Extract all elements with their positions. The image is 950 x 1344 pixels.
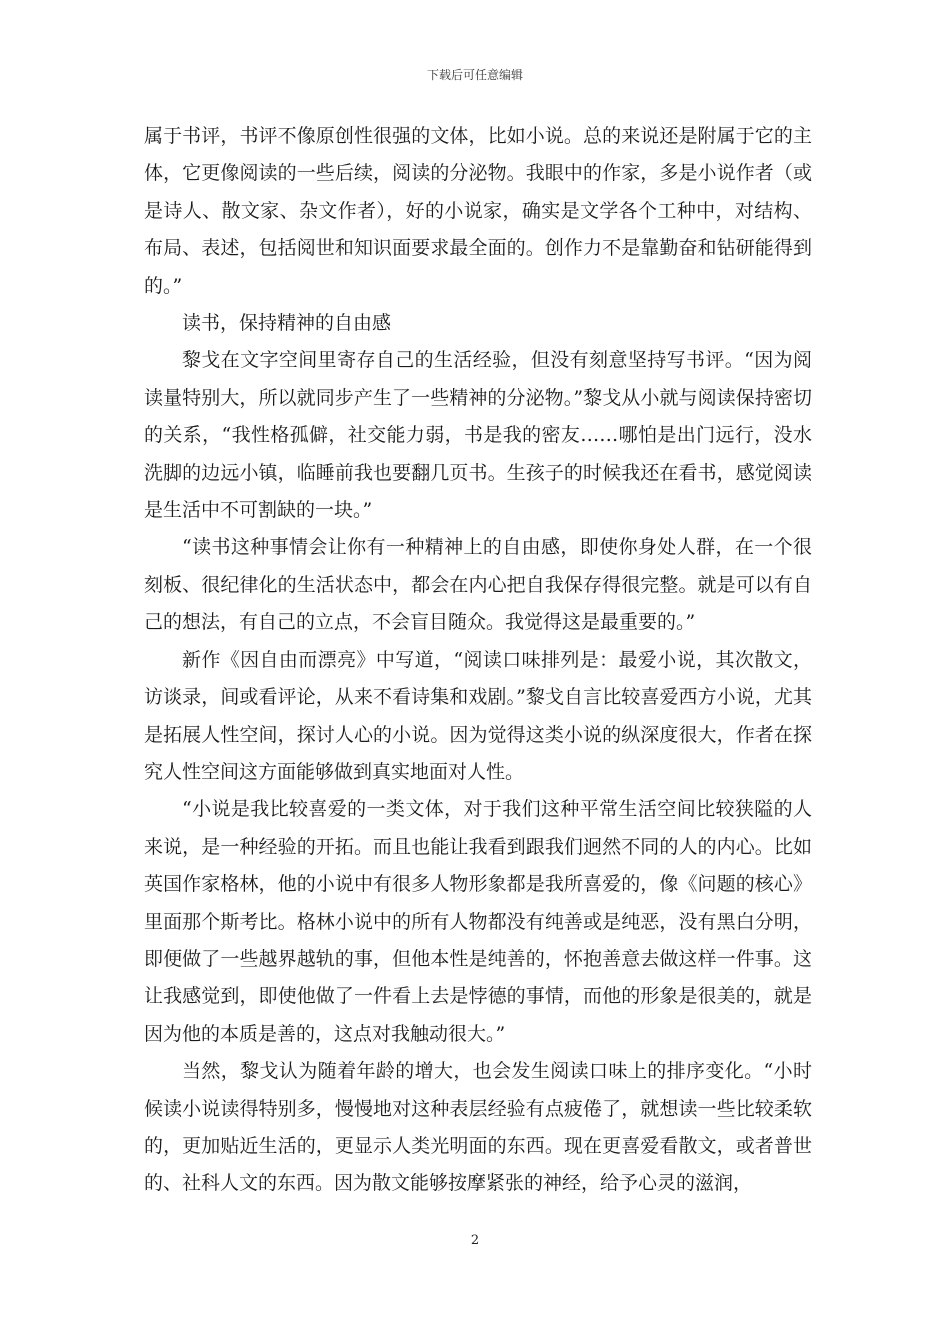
section-heading: 读书，保持精神的自由感 <box>182 312 392 335</box>
paragraph: 黎戈在文字空间里寄存自己的生活经验，但没有刻意坚持写书评。“因为阅读量特别大，所以就同步产生了一些精神的分泌物。”黎戈从小就与阅读保持密切的关系，“我性格孤僻，社交能力弱，书是我的密友……哪怕是出门远行，没水洗脚的边远小镇，临睡前我也要翻几页书。生孩子的时候我还在看书，感觉阅读是生活中不可割缺的一块。” <box>144 349 812 522</box>
page-number: 2 <box>470 1233 480 1248</box>
paragraph: “读书这种事情会让你有一种精神上的自由感，即使你身处人群，在一个很刻板、很纪律化的生活状态中，都会在内心把自我保存得很完整。就是可以有自己的想法，有自己的立点，不会盲目随众。我觉得这是最重要的。” <box>144 536 812 634</box>
paragraph: “小说是我比较喜爱的一类文体，对于我们这种平常生活空间比较狭隘的人来说，是一种经验的开拓。而且也能让我看到跟我们迥然不同的人的内心。比如英国作家格林，他的小说中有很多人物形象都是我所喜爱的，像《问题的核心》里面那个斯考比。格林小说中的所有人物都没有纯善或是纯恶，没有黑白分明，即便做了一些越界越轨的事，但他本性是纯善的，怀抱善意去做这样一件事。这让我感觉到，即使他做了一件看上去是悖德的事情，而他的形象是很美的，就是因为他的本质是善的，这点对我触动很大。” <box>144 798 812 1045</box>
paragraph: 新作《因自由而漂亮》中写道，“阅读口味排列是：最爱小说，其次散文，访谈录，间或看评论，从来不看诗集和戏剧。”黎戈自言比较喜爱西方小说，尤其是拓展人性空间，探讨人心的小说。因为觉得这类小说的纵深度很大，作者在探究人性空间这方面能够做到真实地面对人性。 <box>144 648 812 783</box>
page-header: 下载后可任意编辑 <box>426 68 523 82</box>
paragraph: 属于书评，书评不像原创性很强的文体，比如小说。总的来说还是附属于它的主体，它更像阅读的一些后续，阅读的分泌物。我眼中的作家，多是小说作者（或是诗人、散文家、杂文作者），好的小说家，确实是文学各个工种中，对结构、布局、表述，包括阅世和知识面要求最全面的。创作力不是靠勤奋和钻研能得到的。” <box>144 125 812 297</box>
paragraph: 当然，黎戈认为随着年龄的增大，也会发生阅读口味上的排序变化。“小时候读小说读得特别多，慢慢地对这种表层经验有点疲倦了，就想读一些比较柔软的，更加贴近生活的，更显示人类光明面的东西。现在更喜爱看散文，或者普世的、社科人文的东西。因为散文能够按摩紧张的神经，给予心灵的滋润， <box>144 1060 812 1195</box>
body-text <box>144 118 812 1203</box>
